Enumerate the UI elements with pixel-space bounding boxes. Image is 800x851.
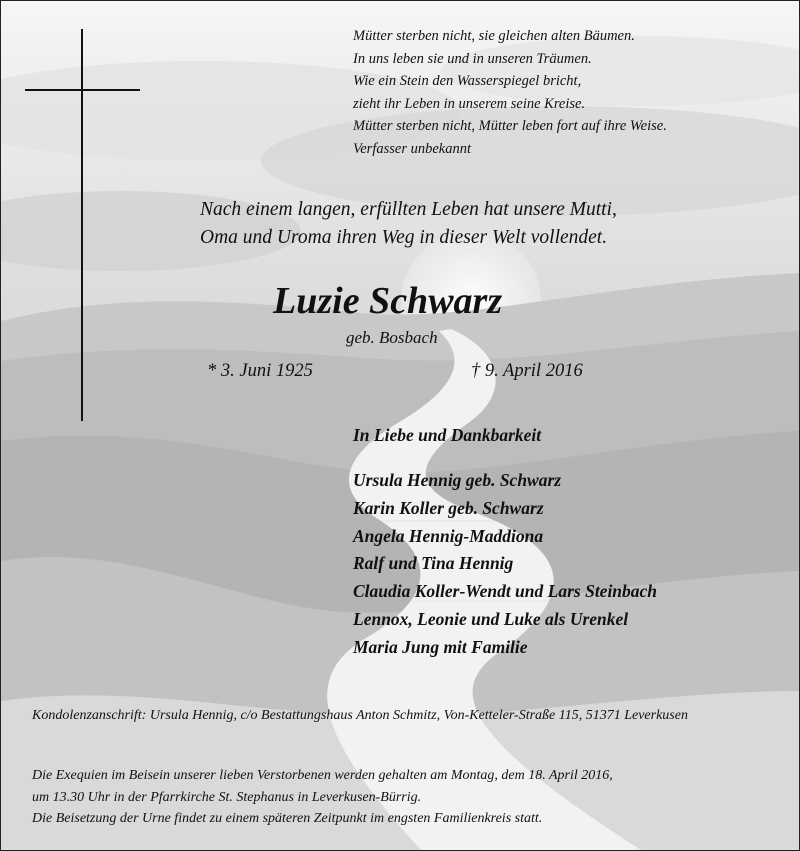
service-line: um 13.30 Uhr in der Pfarrkirche St. Stephanus in Leverkusen-Bürrig.: [32, 789, 422, 805]
poem-line: Wie ein Stein den Wasserspiegel bricht,: [353, 73, 582, 89]
mourner-name: Maria Jung mit Familie: [353, 636, 528, 657]
condolence-address: Kondolenzanschrift: Ursula Hennig, c/o Bestattungshaus Anton Schmitz, Von-Ketteler-Straße 115, 51371 Leverkusen: [32, 708, 688, 723]
mourner-name: Angela Hennig-Maddiona: [353, 525, 544, 546]
deceased-name: Luzie Schwarz: [273, 280, 503, 322]
service-line: Die Beisetzung der Urne findet zu einem späteren Zeitpunkt im engsten Familienkreis statt.: [32, 811, 543, 826]
poem-author: Verfasser unbekannt: [353, 140, 471, 157]
poem-line: Mütter sterben nicht, Mütter leben fort auf ihre Weise.: [353, 118, 667, 134]
mourner-name: Claudia Koller-Wendt und Lars Steinbach: [353, 581, 658, 602]
mourners-heading: In Liebe und Dankbarkeit: [353, 425, 542, 445]
service-info: [32, 765, 613, 830]
intro-line: Oma und Uroma ihren Weg in dieser Welt vollendet.: [200, 226, 608, 248]
mourner-name: Lennox, Leonie und Luke als Urenkel: [353, 608, 629, 629]
poem: [353, 25, 667, 160]
cross-vertical-bar: [81, 29, 83, 421]
mourner-name: Ralf und Tina Hennig: [353, 553, 514, 574]
mourner-name: Karin Koller geb. Schwarz: [353, 497, 544, 518]
cross-horizontal-bar: [25, 89, 140, 91]
maiden-name: geb. Bosbach: [346, 328, 438, 347]
intro-text: [200, 196, 617, 251]
poem-line: Mütter sterben nicht, sie gleichen alten Bäumen.: [353, 28, 635, 44]
birth-date: * 3. Juni 1925: [207, 361, 313, 381]
mourner-name: Ursula Hennig geb. Schwarz: [353, 470, 562, 490]
death-date: † 9. April 2016: [471, 361, 583, 381]
poem-line: zieht ihr Leben in unserem seine Kreise.: [353, 95, 586, 112]
service-line: Die Exequien im Beisein unserer lieben Verstorbenen werden gehalten am Montag, dem 18. April 2016,: [32, 768, 613, 783]
intro-line: Nach einem langen, erfüllten Leben hat unsere Mutti,: [200, 199, 617, 220]
mourners-list: [353, 467, 657, 662]
poem-line: In uns leben sie und in unseren Träumen.: [353, 50, 592, 67]
